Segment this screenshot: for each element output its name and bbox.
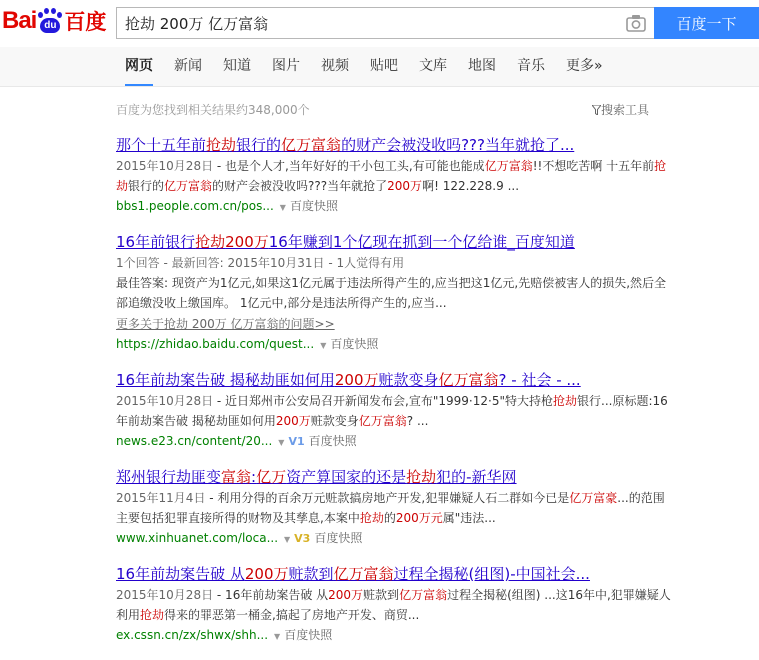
meta-row <box>0 87 759 115</box>
result-abstract: 2015年11月4日 - 利用分得的百余万元赃款搞房地产开发,犯罪嫌疑人石二群如今已是亿万富豪...的范围主要包括犯罪直接所得的财物及其孳息,本案中抢劫的200万元属"违法... <box>116 491 665 525</box>
logo-du: du <box>40 18 60 33</box>
baidu-logo[interactable] <box>2 4 106 38</box>
more-questions-link[interactable]: 更多关于抢劫 200万 亿万富翁的问题>> <box>116 317 335 331</box>
result-url-line <box>116 196 676 218</box>
result-url-line <box>116 528 676 550</box>
result-title[interactable]: 郑州银行劫匪变富翁:亿万资产算国家的还是抢劫犯的-新华网 <box>116 468 517 486</box>
snapshot-link[interactable]: 百度快照 <box>289 199 338 213</box>
v1-badge-icon[interactable]: V1 <box>288 435 305 448</box>
result-url-line <box>116 431 676 453</box>
dropdown-arrow-icon[interactable]: ▼ <box>278 438 285 447</box>
search-button[interactable]: 百度一下 <box>654 7 759 39</box>
result-url[interactable]: news.e23.cn/content/20... <box>116 434 273 448</box>
search-input[interactable] <box>117 8 620 38</box>
filter-icon <box>592 105 601 115</box>
result-item <box>116 563 676 647</box>
dropdown-arrow-icon[interactable]: ▼ <box>279 203 286 212</box>
tab-more[interactable]: 更多» <box>566 58 603 74</box>
search-tools-label: 搜索工具 <box>601 103 650 117</box>
tab-zhidao[interactable]: 知道 <box>223 58 251 74</box>
result-title[interactable]: 16年前劫案告破 从200万赃款到亿万富翁过程全揭秘(组图)-中国社会... <box>116 565 590 583</box>
result-item <box>116 231 676 356</box>
v3-badge-icon[interactable]: V3 <box>294 532 311 545</box>
result-item <box>116 134 676 218</box>
result-title[interactable]: 16年前劫案告破 揭秘劫匪如何用200万赃款变身亿万富翁? - 社会 - ... <box>116 371 581 389</box>
result-url[interactable]: https://zhidao.baidu.com/quest... <box>116 337 315 351</box>
snapshot-link[interactable]: 百度快照 <box>330 337 379 351</box>
result-answer-meta: 1个回答 - 最新回答: 2015年10月31日 - 1人觉得有用 <box>116 256 405 270</box>
snapshot-link[interactable]: 百度快照 <box>314 531 363 545</box>
result-item <box>116 369 676 453</box>
dropdown-arrow-icon[interactable]: ▼ <box>320 341 327 350</box>
search-tools[interactable] <box>592 101 649 118</box>
result-title[interactable]: 16年前银行抢劫200万16年赚到1个亿现在抓到一个亿给谁_百度知道 <box>116 233 575 251</box>
result-url[interactable]: www.xinhuanet.com/loca... <box>116 531 279 545</box>
result-url-line <box>116 625 676 647</box>
tab-web[interactable]: 网页 <box>125 47 153 86</box>
dropdown-arrow-icon[interactable]: ▼ <box>284 535 291 544</box>
tab-map[interactable]: 地图 <box>468 58 496 74</box>
result-abstract: 2015年10月28日 - 16年前劫案告破 从200万赃款到亿万富翁过程全揭秘(组图) ...这16年中,犯罪嫌疑人利用抢劫得来的罪恶第一桶金,搞起了房地产开发、商贸... <box>116 588 671 622</box>
logo-bai: Bai <box>2 7 37 34</box>
snapshot-link[interactable]: 百度快照 <box>284 628 333 642</box>
tab-music[interactable]: 音乐 <box>517 58 545 74</box>
logo-baidu-zh: 百度 <box>64 10 107 34</box>
dropdown-arrow-icon[interactable]: ▼ <box>274 632 281 641</box>
result-url-line <box>116 334 676 356</box>
result-count: 百度为您找到相关结果约348,000个 <box>116 103 310 117</box>
tab-news[interactable]: 新闻 <box>174 58 202 74</box>
snapshot-link[interactable]: 百度快照 <box>308 434 357 448</box>
paw-icon <box>37 8 63 34</box>
tab-tieba[interactable]: 贴吧 <box>370 58 398 74</box>
result-url[interactable]: bbs1.people.com.cn/pos... <box>116 199 274 213</box>
tab-images[interactable]: 图片 <box>272 58 300 74</box>
result-title[interactable]: 那个十五年前抢劫银行的亿万富翁的财产会被没收吗???当年就抢了... <box>116 136 575 154</box>
nav-tabs <box>125 47 624 86</box>
result-best-answer: 最佳答案: 现资产为1亿元,如果这1亿元属于违法所得产生的,应当把这1亿元,先赔偿被害人的损失,然后全部追缴没收上缴国库。 1亿元中,部分是违法所得产生的,应当... <box>116 276 667 310</box>
result-url[interactable]: ex.cssn.cn/zx/shwx/shh... <box>116 628 269 642</box>
result-abstract: 2015年10月28日 - 近日郑州市公安局召开新闻发布会,宣布"1999·12·5"特大持枪抢劫银行...原标题:16年前劫案告破 揭秘劫匪如何用200万赃款变身亿万富翁? ... <box>116 394 668 428</box>
result-abstract: 2015年10月28日 - 也是个人才,当年好好的干小包工头,有可能也能成亿万富翁!!不想吃苦啊 十五年前抢劫银行的亿万富翁的财产会被没收吗???当年就抢了200万啊! 122.228.9 ... <box>116 159 667 193</box>
tab-video[interactable]: 视频 <box>321 58 349 74</box>
result-item <box>116 466 676 550</box>
search-box <box>116 7 654 39</box>
tab-wenku[interactable]: 文库 <box>419 58 447 74</box>
nav-bar <box>0 47 759 87</box>
results-list <box>116 134 676 660</box>
header <box>0 0 759 47</box>
camera-icon[interactable] <box>626 14 646 32</box>
